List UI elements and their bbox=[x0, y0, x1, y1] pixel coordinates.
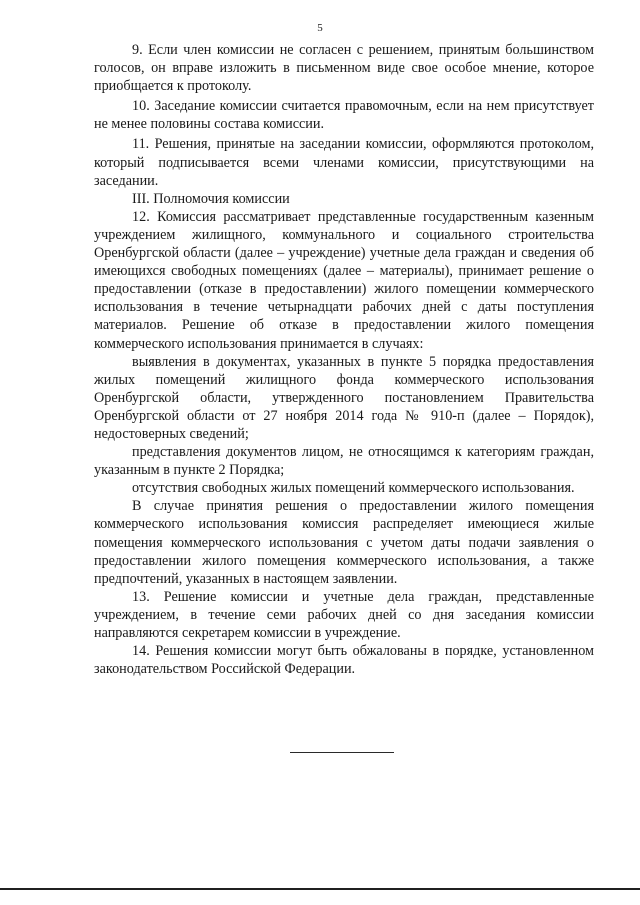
refusal-case-3: отсутствия свободных жилых помещений коммерческого использования. bbox=[132, 480, 575, 497]
paragraph-12: 12. Комиссия рассматривает представленные государственным казенным учреждением жилищного, коммунального и социального строительства Оренбургской области (далее – учреждение) учетные дела граждан и сведения об имеющихся свободных помещениях (далее – материалы), принимает решение о предоставлении (отказе в предоставлении) жилого помещении коммерческого использования в течение четырнадцати рабочих дней с даты поступления материалов. Решение об отказе в предоставлении жилого помещения коммерческого использования принимается в случаях: bbox=[94, 208, 594, 352]
paragraph-10: 10. Заседание комиссии считается правомочным, если на нем присутствует не менее половины состава комиссии. bbox=[94, 98, 594, 133]
paragraph-14: 14. Решения комиссии могут быть обжалованы в порядке, установленном законодательством Российской Федерации. bbox=[94, 643, 594, 678]
paragraph-allocation: В случае принятия решения о предоставлении жилого помещения коммерческого использования комиссия распределяет имеющиеся жилые помещения коммерческого использования с учетом даты подачи заявления о предоставлении жилого помещения коммерческого использования, а также предпочтений, указанных в настоящем заявлении. bbox=[94, 498, 594, 587]
paragraph-11: 11. Решения, принятые на заседании комиссии, оформляются протоколом, который подписывается всеми членами комиссии, присутствующими на заседании. bbox=[94, 136, 594, 189]
end-divider bbox=[290, 752, 394, 753]
section-heading: III. Полномочия комиссии bbox=[132, 190, 290, 207]
refusal-case-2: представления документов лицом, не относящимся к категориям граждан, указанным в пункте 2 Порядка; bbox=[94, 444, 594, 479]
paragraph-9: 9. Если член комиссии не согласен с решением, принятым большинством голосов, он вправе изложить в письменном виде свое особое мнение, которое приобщается к протоколу. bbox=[94, 42, 594, 95]
page-number: 5 bbox=[317, 22, 323, 34]
refusal-case-1: выявления в документах, указанных в пункте 5 порядка предоставления жилых помещений жилищного фонда коммерческого использования Оренбургской области, утвержденного постановлением Правительства Оренбургской области от 27 ноября 2014 года № 910-п (далее – Порядок), недостоверных сведений; bbox=[94, 353, 594, 442]
page-bottom-rule bbox=[0, 888, 640, 890]
document-body bbox=[94, 41, 594, 678]
paragraph-13: 13. Решение комиссии и учетные дела граждан, представленные учреждением, в течение семи рабочих дней со дня заседания комиссии направляются секретарем комиссии в учреждение. bbox=[94, 588, 594, 641]
